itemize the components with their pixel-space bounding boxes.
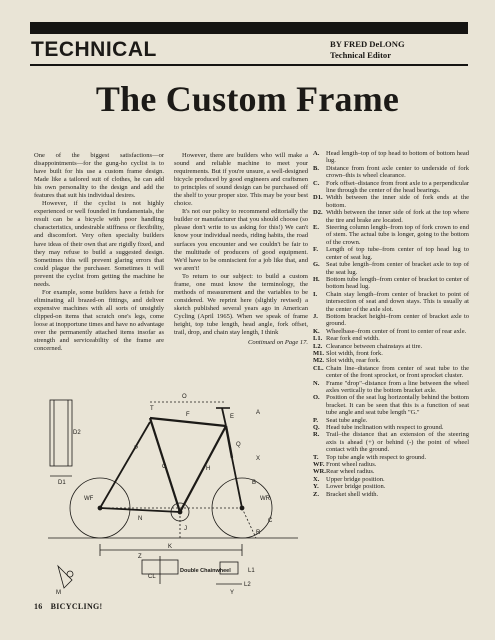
definition-item: H. Bottom tube length–from center of bracket to center of bottom head lug.: [313, 275, 469, 291]
magazine-name: BICYCLING!: [50, 602, 103, 611]
definition-item: L2. Clearance between chainstays at tire.: [313, 342, 423, 350]
dim-label-t: T: [150, 406, 154, 412]
paragraph: However, there are builders who will make a sound and reliable machine to meet your requirements. But if you're unsure, a well-designed bicycle produced by good engineers and craftsmen to principles of sound design can be purchased off the shelf to your proper size. This may be your best choice.: [174, 152, 308, 208]
dim-label-g: G: [162, 464, 167, 470]
dim-label-d2: D2: [73, 430, 81, 436]
definition-item: WR. Rear wheel radius.: [313, 468, 375, 476]
definition-item: L1. Rear fork end width.: [313, 335, 380, 343]
definition-item: R. Trail–the distance that an extension of the steering axis is ahead (+) or behind (-) the point of wheel contact with the ground.: [313, 431, 469, 454]
definition-item: M2. Slot width, rear fork.: [313, 357, 381, 365]
definition-item: I. Chain stay length–from center of bracket to point of intersection of seat and down stays. This is usually at the center of the axle slot.: [313, 290, 469, 313]
paragraph: It's not our policy to recommend editorially the builder or manufacturer that you should choose (so please don't write to us asking for this!) We can't know your individual needs, riding habits, the road surfaces you encounter and we couldn't be fair to the multitude of producers of good equipment. We'd have to be omniscient for a job like that, and we aren't!: [174, 208, 308, 272]
dim-label-y: Y: [230, 590, 235, 596]
paragraph: However, if the cyclist is not highly experienced or well founded in fundamentals, the result can be a bicycle with poor handling characteristics, undesirable stiffness or flexibility, and discomfort. Very often specialty builders have ideas of their own that are rigidly fixed, and they may refuse to build a suggested design. Sometimes this will prevent glaring errors that could plague the purchaser. Sometimes it will prevent the cyclist from getting the machine he needs.: [34, 200, 164, 288]
article-headline: The Custom Frame: [95, 79, 400, 119]
definition-item: N. Frame "drop"–distance from a line between the wheel axles vertically to the bottom bracket axle.: [313, 379, 469, 394]
definition-item: CL. Chain line–distance from center of seat tube to the center of the front sprocket, or front sprocket cluster.: [313, 364, 469, 380]
definition-item: G. Seat tube length–from center of bracket axle to top of the seat lug.: [313, 261, 469, 276]
definition-item: O. Position of the seat lug horizontally behind the bottom bracket. It can be seen that this is a function of seat tube angle and seat tube length "G.": [313, 394, 469, 417]
dim-label-l1: L1: [248, 568, 255, 574]
dim-label-wr: WR: [260, 496, 270, 502]
definition-item: K. Wheelbase–from center of front to center of rear axle.: [313, 327, 467, 335]
definition-item: F. Length of top tube–from center of top head lug to center of seat lug.: [313, 246, 469, 261]
dim-label-h: H: [206, 466, 211, 472]
dim-label-f: F: [186, 412, 190, 418]
section-title: TECHNICAL: [31, 38, 157, 61]
definition-item: B. Distance from front axle center to underside of fork crown–this is wheel clearance.: [313, 164, 469, 180]
header-rule: [30, 64, 468, 66]
dim-label-b: B: [252, 480, 257, 486]
paragraph: For example, some builders have a fetish for eliminating all brazed-on fittings, and deliver expensive machines with all sorts of unsightly clipped-on items that scratch one's legs, come loose at inopportune times and have no advantage over the permanently attached items insofar as strength and serviceability of the frame are concerned.: [34, 288, 164, 353]
dim-label-m: M: [56, 590, 61, 596]
dim-label-j: J: [184, 526, 187, 532]
cl-label: CL: [148, 574, 156, 580]
dim-label-p: P: [134, 446, 139, 452]
page-footer: [34, 602, 111, 611]
definition-item: Q. Head tube inclination with respect to ground.: [313, 424, 444, 432]
dim-label-d1: D1: [58, 480, 66, 486]
definition-item: J. Bottom bracket height–from center of bracket axle to ground.: [313, 312, 469, 328]
chainwheel-label: Double Chainwheel: [180, 568, 231, 574]
dim-label-k: K: [168, 544, 173, 550]
paragraph: One of the biggest satisfactions—or disappointments—for the gung-ho cyclist is to have built for his use a custom frame design. Made like a tailored suit of clothes, he can add his own personality to the design and add the features that suit his individual desires.: [34, 152, 164, 200]
dim-label-l2: L2: [244, 582, 251, 588]
body-column-1: [34, 152, 164, 353]
definition-item: X. Upper bridge position.: [313, 475, 385, 483]
frame-diagram: [30, 388, 310, 598]
author-name: BY FRED DeLONG: [330, 39, 405, 49]
top-rule: [30, 22, 468, 34]
definition-item: WF. Front wheel radius.: [313, 461, 377, 469]
definition-item: M1. Slot width, front fork.: [313, 349, 383, 357]
dim-label-e: E: [230, 414, 235, 420]
body-column-2: [174, 152, 308, 347]
dim-label-x: X: [256, 456, 261, 462]
continued-note: Continued on Page 17.: [248, 339, 308, 347]
definition-item: Y. Lower bridge position.: [313, 483, 386, 491]
paragraph: To return to our subject: to build a custom frame, one must know the terminology, the methods of measurement and the variables to be considered. We reprint here (slightly revised) a sketch published several years ago in American Cycling (April 1965). When we speak of frame height, top tube length, head angle, fork offset, trail, drop, and chain stay length, I think: [174, 272, 308, 337]
dim-label-wf: WF: [84, 496, 94, 502]
dim-label-n: N: [138, 516, 143, 522]
dim-label-o: O: [182, 394, 187, 400]
dim-label-q: Q: [236, 442, 241, 448]
dim-label-c: C: [268, 518, 273, 524]
definition-item: D2. Width between the inner side of fork at the top where the tire and brake are located.: [313, 209, 469, 224]
definition-item: Z. Bracket shell width.: [313, 490, 379, 498]
definition-item: E. Steering column length–from top of fork crown to end of stem. The actual tube is longer, going to the bottom of the crown.: [313, 224, 469, 246]
dim-label-a: A: [256, 410, 261, 416]
definition-item: C. Fork offset–distance from front axle to a perpendicular line through the center of the head bearings.: [313, 179, 469, 195]
author-role: Technical Editor: [330, 49, 392, 60]
page-number: 16: [34, 602, 43, 611]
definition-item: T. Top tube angle with respect to ground.: [313, 453, 427, 461]
definition-item: A. Head length–top of top head to bottom of bottom head lug.: [313, 150, 469, 165]
definition-item: P. Seat tube angle.: [313, 416, 368, 424]
dim-label-z: Z: [138, 554, 142, 560]
definitions-list: [313, 150, 469, 498]
dim-label-r: R: [256, 530, 261, 536]
byline: [330, 39, 470, 60]
definition-item: D1. Width between the inner side of fork ends at the bottom.: [313, 194, 469, 209]
